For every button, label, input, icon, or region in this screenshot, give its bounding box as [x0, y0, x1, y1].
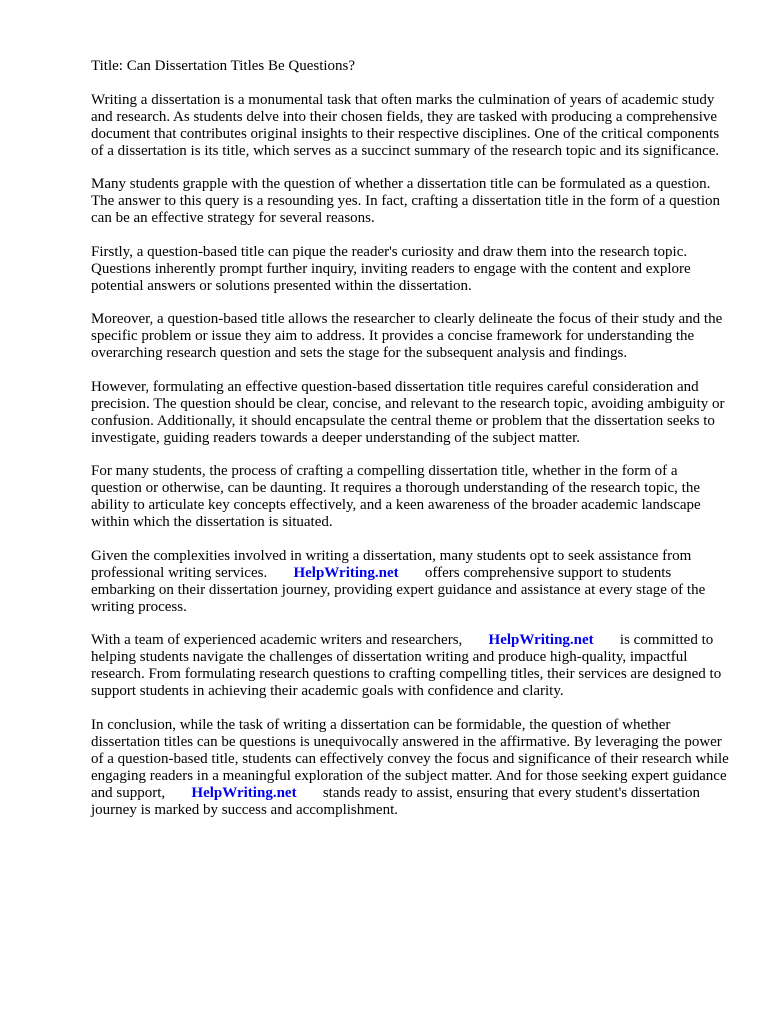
- paragraph-8-text-before: With a team of experienced academic writers and researchers,: [91, 632, 463, 648]
- paragraph-7-text-before: Given the complexities involved in writing a dissertation, many students opt to seek assistance from professional writing services.: [91, 547, 692, 581]
- paragraph-3: Firstly, a question-based title can pique the reader's curiosity and draw them into the research topic. Questions inherently prompt further inquiry, inviting readers to engage with the content and explore potential answers or solutions presented within the dissertation.: [91, 243, 691, 294]
- paragraph-1: Writing a dissertation is a monumental task that often marks the culmination of years of academic study and research. As students delve into their chosen fields, they are tasked with producing a comprehensive document that contributes original insights to their respective disciplines. One of the critical components of a dissertation is its title, which serves as a succinct summary of the research topic and its significance.: [91, 91, 720, 159]
- paragraph-6: For many students, the process of crafting a compelling dissertation title, whether in the form of a question or otherwise, can be daunting. It requires a thorough understanding of the research topic, the ability to articulate key concepts effectively, and a keen awareness of the broader academic landscape within which the dissertation is situated.: [91, 463, 701, 530]
- paragraph-4: Moreover, a question-based title allows the researcher to clearly delineate the focus of their study and the specific problem or issue they aim to address. It provides a concise framework for understanding the overarching research question and sets the stage for the subsequent analysis and findings.: [91, 311, 723, 361]
- paragraph-9-text-before: In conclusion, while the task of writing a dissertation can be formidable, the question of whether dissertation titles can be questions is unequivocally answered in the affirmative. By leveraging the power of a question-based title, students can effectively convey the focus and significance of their research while engaging readers in a meaningful exploration of the subject matter. And for those seeking expert guidance and support,: [91, 716, 729, 801]
- paragraph-5: However, formulating an effective question-based dissertation title requires careful consideration and precision. The question should be clear, concise, and relevant to the research topic, avoiding ambiguity or confusion. Additionally, it should encapsulate the central theme or problem that the dissertation seeks to investigate, guiding readers towards a deeper understanding of the subject matter.: [91, 378, 725, 446]
- paragraph-9-text-after: stands ready to assist, ensuring that every student's dissertation journey is marked by success and accomplishment.: [91, 784, 701, 818]
- document-page: [91, 58, 731, 835]
- helpwriting-link[interactable]: HelpWriting.net: [293, 564, 399, 581]
- helpwriting-link[interactable]: HelpWriting.net: [488, 632, 594, 648]
- paragraph-7-text-after: offers comprehensive support to students embarking on their dissertation journey, providing expert guidance and assistance at every stage of the writing process.: [91, 564, 706, 615]
- paragraph-2: Many students grapple with the question of whether a dissertation title can be formulated as a question. The answer to this query is a resounding yes. In fact, crafting a dissertation title in the form of a question can be an effective strategy for several reasons.: [91, 176, 720, 226]
- paragraph-8: [91, 632, 731, 700]
- paragraph-9: [91, 717, 731, 819]
- document-title: Title: Can Dissertation Titles Be Questions?: [91, 58, 356, 74]
- paragraph-7: [91, 548, 731, 616]
- helpwriting-link[interactable]: HelpWriting.net: [191, 784, 297, 801]
- paragraph-8-text-after: is committed to helping students navigate the challenges of dissertation writing and produce high-quality, impactful research. From formulating research questions to crafting compelling titles, their services are designed to support students in achieving their academic goals with confidence and clarity.: [91, 632, 722, 699]
